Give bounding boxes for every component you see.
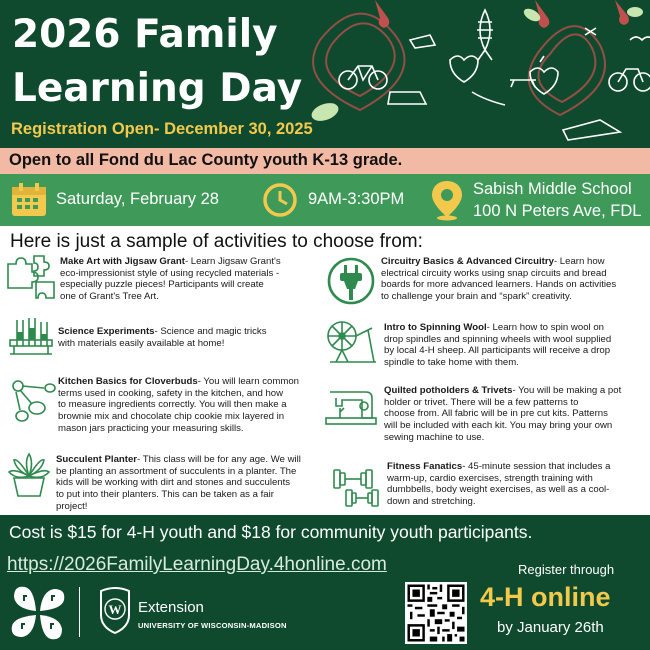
activities-intro: Here is just a sample of activities to choose from: (10, 231, 423, 252)
activity-quilted-potholders: Quilted potholders & Trivets- You will be making a pot holder or trivet. There will be a few patterns to choose from. All fabric will be in pre cut kits. Patterns will be included with each kit. You may bring your own sewing machine to use. (384, 385, 622, 443)
register-through-label: Register through (518, 562, 615, 577)
activity-fitness-fanatics: Fitness Fanatics- 45-minute session that includes a warm-up, cardio exercises, strength training with dumbbells, body weight exercises, as well as a cool- down and stretching. (387, 461, 611, 508)
dumbbell-icon (330, 462, 382, 508)
puzzle-icon (6, 254, 58, 302)
university-name: UNIVERSITY OF WISCONSIN-MADISON (138, 621, 287, 630)
activity-succulent-planter: Succulent Planter- This class will be for any age. We will be planting an assortment of succulents in a planter. The kids will be working with dirt and stones and succulents to put into their planters. This can be taken as a fair project! (56, 454, 301, 512)
activity-title: Fitness Fanatics (387, 461, 463, 472)
location-address: 100 N Peters Ave, FDL (473, 202, 642, 220)
registration-deadline: by January 26th (497, 619, 604, 636)
header-banner (0, 0, 650, 148)
activity-science-experiments: Science Experiments- Science and magic tricks with materials easily available at home! (58, 326, 267, 349)
event-title: 2026 Family Learning Day (12, 12, 303, 111)
spinning-wheel-icon (322, 318, 378, 364)
cost-info: Cost is $15 for 4-H youth and $18 for community youth participants. (9, 522, 533, 542)
location-name: Sabish Middle School (473, 180, 632, 198)
registration-open-date: Registration Open- December 30, 2025 (11, 120, 313, 138)
test-tubes-icon (8, 314, 54, 360)
svg-text:W: W (108, 602, 122, 617)
activity-title: Kitchen Basics for Cloverbuds (58, 376, 198, 387)
4h-online-label: 4-H online (480, 582, 611, 612)
eligibility-bar (0, 148, 650, 174)
clock-icon (262, 182, 298, 218)
footer (0, 515, 650, 650)
event-date: Saturday, February 28 (56, 190, 219, 208)
logo-divider (79, 587, 80, 637)
extension-name: Extension (138, 599, 204, 616)
activity-kitchen-basics: Kitchen Basics for Cloverbuds- You will learn common terms used in cooking, safety in the kitchen, and how to measure ingredients correctly. You will then make a brownie mix and chocolate chip cookie mix layered in mason jars practicing your measuring skills. (58, 376, 300, 434)
qr-code-icon[interactable] (405, 582, 467, 644)
activity-title: Circuitry Basics & Advanced Circuitry (381, 256, 554, 267)
activity-title: Make Art with Jigsaw Grant (60, 256, 185, 267)
activity-title: Succulent Planter (56, 454, 138, 465)
activity-spinning-wool: Intro to Spinning Wool- Learn how to spin wool on drop spindles and spinning wheels with wool supplied by local 4-H sheep. All participants will receive a drop spindle to take home with them. (384, 322, 612, 369)
eligibility-text: Open to all Fond du Lac County youth K-13 grade. (9, 151, 403, 169)
calendar-icon (10, 182, 48, 218)
measuring-spoons-icon (6, 374, 56, 426)
activity-title: Science Experiments (58, 326, 155, 337)
decorative-illustration (300, 0, 650, 148)
event-info-bar (0, 174, 650, 226)
location-pin-icon (428, 179, 466, 221)
clover-icon (6, 581, 70, 645)
activity-jigsaw-art: Make Art with Jigsaw Grant- Learn Jigsaw Grant's eco-impressionist style of using recycled materials - especially puzzle pieces! Participants will create one of Grant's Tree Art. (60, 256, 281, 303)
uw-crest-icon (98, 585, 132, 635)
registration-link[interactable]: https://2026FamilyLearningDay.4honline.com (7, 554, 387, 575)
activity-title: Quilted potholders & Trivets (384, 385, 513, 396)
sewing-machine-icon (324, 384, 378, 430)
event-time: 9AM-3:30PM (308, 190, 405, 208)
succulent-icon (6, 452, 52, 500)
activity-title: Intro to Spinning Wool (384, 322, 487, 333)
activity-circuitry: Circuitry Basics & Advanced Circuitry- Learn how electrical circuity works using snap circuits and bread boards for more advanced learners. Hands on activities to challenge your brain and “spark” creativity. (381, 256, 617, 303)
plug-icon (326, 256, 376, 306)
